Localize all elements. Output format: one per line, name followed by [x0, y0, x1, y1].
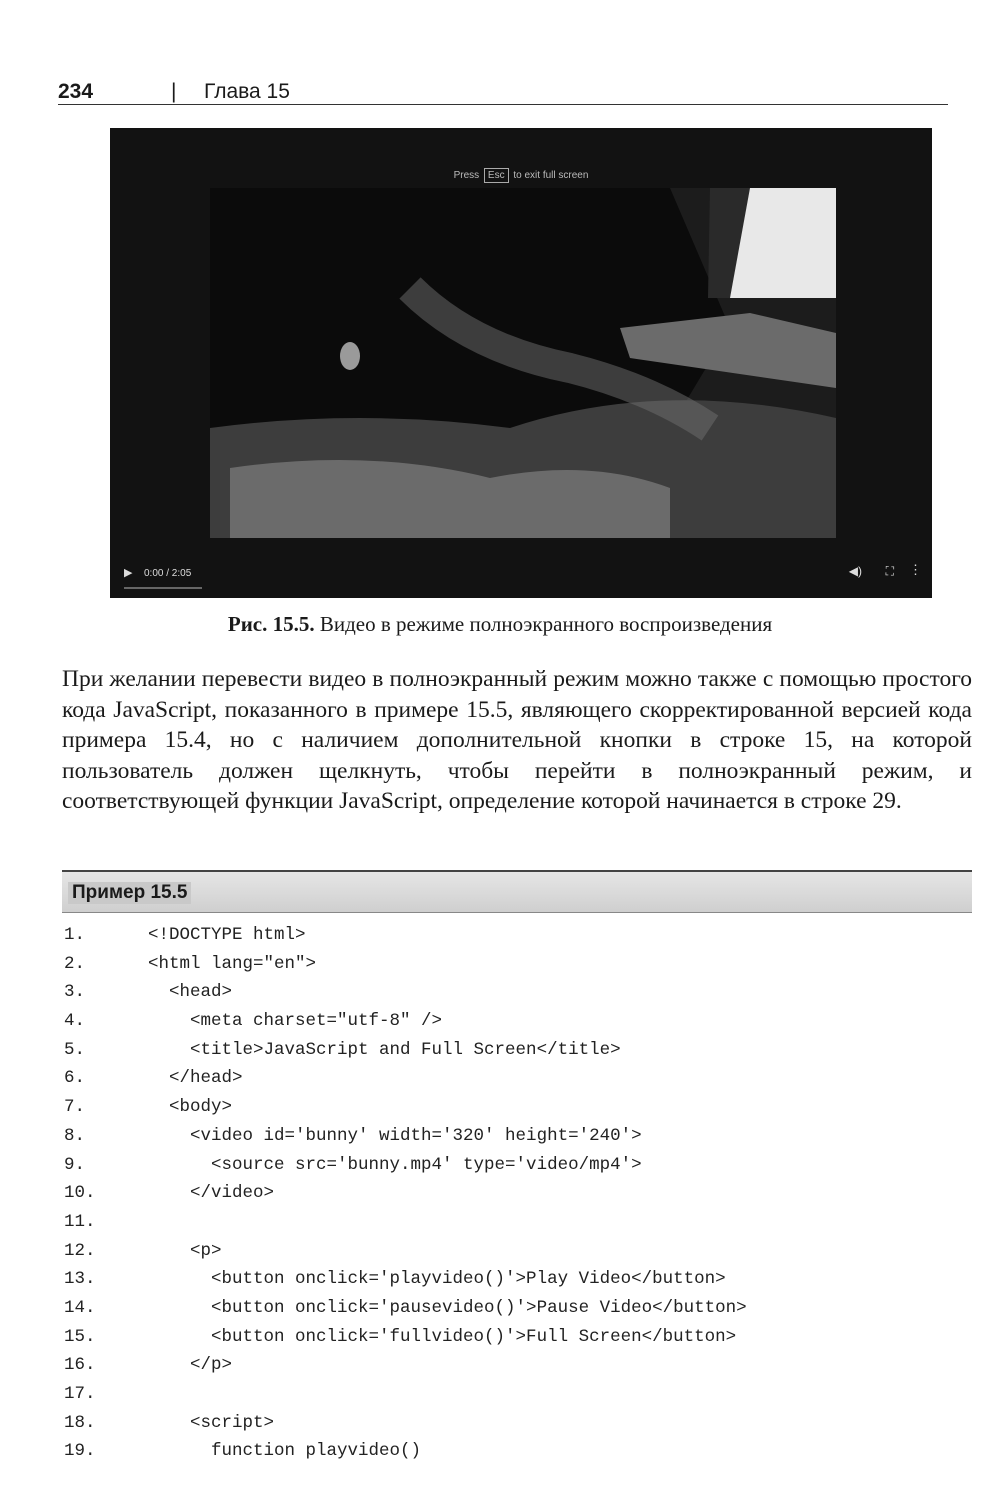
line-number: 11.	[64, 1211, 96, 1232]
page-number: 234	[58, 80, 94, 103]
line-code: <meta charset="utf-8" />	[148, 1011, 443, 1032]
line-code: <button onclick='playvideo()'>Play Video</button>	[148, 1269, 726, 1290]
esc-key: Esc	[484, 168, 509, 183]
fullscreen-icon[interactable]: ⛶	[885, 564, 894, 578]
line-code: <title>JavaScript and Full Screen</title>	[148, 1039, 621, 1060]
example-header	[62, 870, 972, 913]
line-number: 16.	[64, 1355, 96, 1376]
esc-notice-prefix: Press	[453, 170, 480, 181]
code-line	[64, 1097, 964, 1126]
line-number: 10.	[64, 1183, 96, 1204]
line-code: <script>	[148, 1412, 275, 1433]
volume-icon[interactable]: ◀)	[848, 564, 862, 578]
code-line	[64, 1212, 964, 1241]
body-paragraph: При желании перевести видео в полноэкранный режим можно также с помощью простого кода JavaScript, показанного в примере 15.5, являющего скорректированной версией кода примера 15.4, но с наличием дополнительной кнопки в строке 15, на которой пользователь должен щелкнуть, чтобы перейти в полноэкранный режим, и соответствующей функции JavaScript, определение которой начинается в строке 29.	[62, 666, 972, 814]
line-number: 14.	[64, 1297, 96, 1318]
header-rule	[58, 104, 948, 105]
line-number: 18.	[64, 1412, 96, 1433]
play-icon[interactable]: ▶	[124, 567, 133, 579]
line-number: 2.	[64, 953, 86, 974]
line-number: 5.	[64, 1039, 86, 1060]
line-code: function playvideo()	[148, 1441, 422, 1462]
video-frame-scene	[110, 128, 932, 598]
line-number: 7.	[64, 1097, 86, 1118]
progress-bar[interactable]	[124, 587, 202, 589]
line-code: <body>	[148, 1097, 233, 1118]
line-code: <!DOCTYPE html>	[148, 925, 306, 945]
line-number: 1.	[64, 925, 86, 945]
code-line	[64, 1155, 964, 1184]
code-line	[64, 1413, 964, 1442]
line-number: 3.	[64, 982, 86, 1003]
line-code: <html lang="en">	[148, 953, 317, 974]
line-number: 4.	[64, 1011, 86, 1032]
header-separator: |	[171, 80, 177, 103]
line-code: <button onclick='pausevideo()'>Pause Video</button>	[148, 1297, 747, 1318]
line-code: <button onclick='fullvideo()'>Full Screen</button>	[148, 1326, 737, 1347]
code-line	[64, 925, 964, 954]
code-line	[64, 1126, 964, 1155]
code-line	[64, 1068, 964, 1097]
line-number: 17.	[64, 1384, 96, 1404]
code-line	[64, 1040, 964, 1069]
code-line	[64, 982, 964, 1011]
line-number: 8.	[64, 1125, 86, 1146]
line-code: <source src='bunny.mp4' type='video/mp4'>	[148, 1154, 642, 1175]
exit-fullscreen-notice	[110, 168, 932, 183]
chapter-title: Глава 15	[204, 80, 290, 103]
line-number: 15.	[64, 1326, 96, 1347]
more-options-icon[interactable]: ⋮	[909, 562, 922, 577]
line-number: 13.	[64, 1269, 96, 1290]
line-code: <video id='bunny' width='320' height='240'>	[148, 1125, 642, 1146]
code-line	[64, 1384, 964, 1413]
caption-text: Видео в режиме полноэкранного воспроизведения	[314, 612, 773, 636]
line-code: <head>	[148, 982, 233, 1003]
code-line	[64, 1355, 964, 1384]
code-line	[64, 1241, 964, 1270]
figure-caption	[0, 612, 1000, 637]
code-line	[64, 1298, 964, 1327]
line-code: </p>	[148, 1355, 233, 1376]
running-header	[58, 80, 948, 102]
line-number: 12.	[64, 1240, 96, 1261]
esc-notice-suffix: to exit full screen	[513, 170, 589, 181]
code-line	[64, 1269, 964, 1298]
code-listing	[64, 925, 964, 1470]
video-controls	[110, 540, 932, 598]
code-line	[64, 1327, 964, 1356]
code-line	[64, 1441, 964, 1470]
video-time: 0:00 / 2:05	[144, 568, 192, 579]
caption-label: Рис. 15.5.	[227, 612, 315, 636]
line-number: 19.	[64, 1441, 96, 1462]
code-line	[64, 954, 964, 983]
line-code: <p>	[148, 1240, 222, 1261]
line-code: </video>	[148, 1183, 275, 1204]
code-line	[64, 1183, 964, 1212]
line-number: 6.	[64, 1068, 86, 1089]
code-line	[64, 1011, 964, 1040]
example-title: Пример 15.5	[68, 882, 191, 904]
line-code: </head>	[148, 1068, 243, 1089]
line-number: 9.	[64, 1154, 86, 1175]
video-screenshot	[110, 128, 932, 598]
